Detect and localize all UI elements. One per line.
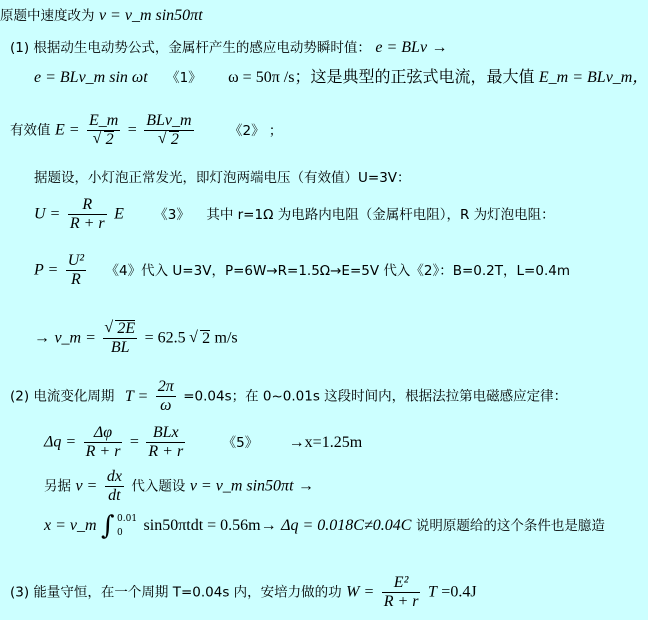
intro-line — [0, 6, 203, 26]
intro-formula: v = v_m sin50πt — [98, 7, 203, 24]
frac-denominator: √ 2 — [87, 130, 120, 149]
equation-tag-5: 《5》 — [222, 434, 259, 451]
frac-numerator: √ 2E — [103, 320, 137, 338]
frac-denominator: R + r — [69, 215, 105, 232]
frac-numerator: BLx — [152, 424, 179, 441]
frac-numerator: U² — [67, 252, 85, 269]
fraction-dphi — [84, 424, 123, 461]
emf-formula: e = BLv_m sin ωt — [34, 69, 148, 86]
x-result: →x=1.25m — [288, 433, 363, 451]
frac-denominator: BL — [103, 338, 137, 357]
equation-tag-2: 《2》 ； — [229, 122, 283, 139]
integral-lhs: x = v_m — [44, 517, 97, 534]
frac-numerator: Δφ — [93, 424, 113, 441]
T-text: =0.04s；在 0~0.01s 这段时间内，根据法拉第电磁感应定律： — [183, 388, 568, 405]
T-label: T = — [124, 387, 149, 405]
frac-denominator: ω — [156, 396, 176, 415]
fraction-BLvm-root2 — [144, 112, 193, 149]
integral-limits — [117, 512, 137, 540]
intro-prefix: 原题中速度改为 — [0, 8, 95, 24]
fraction-Em-root2 — [87, 112, 120, 149]
ling-formula: v = v_m sin50πt — [189, 477, 294, 495]
line6-text: 《4》代入 U=3V，P=6W→R=1.5Ω→E=5V 代入《2》：B=0.2T，L=0.4m — [105, 262, 570, 279]
line5-text: 其中 r=1Ω 为电路内电阻（金属杆电阻），R 为灯泡电阻： — [206, 206, 555, 223]
section2-heading — [10, 378, 567, 415]
section1-heading — [10, 38, 448, 58]
arrow-symbol: → — [34, 329, 50, 347]
frac-denominator: dt — [105, 486, 124, 505]
section1-line5 — [34, 196, 555, 233]
max-value-formula: E_m = BLv_m， — [538, 69, 648, 86]
effective-value-label: 有效值 — [10, 122, 51, 139]
P-label: P = — [34, 261, 59, 279]
frac-numerator: dx — [106, 468, 122, 485]
section2-integral-line — [44, 512, 605, 540]
section1-head-text: (1) 根据动生电动势公式，金属杆产生的感应电动势瞬时值： — [10, 40, 371, 56]
integral-body: sin50πtdt = 0.56m→ — [143, 517, 277, 534]
fraction-E2-Rr — [382, 574, 421, 611]
fraction-root2E-BL — [103, 320, 137, 357]
equation-tag-3: 《3》 — [154, 206, 190, 223]
effective-E: E = — [54, 121, 80, 139]
W-result: =0.4J — [441, 583, 477, 601]
section2-ling-line — [44, 468, 314, 505]
frac-numerator: E_m — [88, 112, 119, 129]
vm-label: v_m = — [54, 329, 96, 347]
fraction-dx-dt — [105, 468, 124, 505]
frac-numerator: E² — [393, 574, 409, 591]
section2-dq-line: Δq = $\frac{\Delta\varphi}{R + r}$ = $\frac{\text{BLx}}{R + r}$ 《5》 →x=1.25m — [44, 424, 363, 460]
equation-tag-1: 《1》 — [166, 70, 202, 86]
section2-head: (2) 电流变化周期 — [10, 388, 115, 405]
frac-numerator: BLv_m — [146, 112, 192, 129]
section1-line6 — [34, 252, 570, 289]
omega-text: ω = 50π /s；这是典型的正弦式电流，最大值 — [228, 69, 535, 86]
section1-line4 — [34, 168, 411, 188]
frac-denominator: R + r — [85, 443, 121, 460]
vm-unit: m/s — [214, 329, 238, 347]
frac-denominator: R + r — [148, 443, 184, 460]
line4-text: 据题设，小灯泡正常发光，即灯泡两端电压（有效值）U=3V： — [34, 170, 411, 186]
dq-compare: Δq = 0.018C≠0.04C — [281, 517, 412, 534]
frac-denominator: R + r — [383, 593, 419, 610]
section1-line7 — [34, 320, 238, 357]
ling-text: 代入题设 — [131, 478, 186, 495]
W-label: W = — [346, 583, 375, 601]
frac-denominator: √ 2 — [144, 130, 193, 149]
section1-head-formula: e = BLv — [375, 39, 428, 56]
frac-numerator: 2π — [157, 378, 174, 395]
fraction-R-Rr — [68, 196, 107, 233]
arrow-symbol: → — [297, 477, 314, 495]
fraction-2pi-omega — [156, 378, 176, 415]
integral-lower: 0 — [117, 528, 123, 538]
integral-text: 说明原题给的这个条件也是臆造 — [415, 518, 605, 534]
ling-prefix: 另据 — [44, 478, 71, 495]
integral-sign-icon: ∫ — [101, 511, 115, 541]
T-symbol: T — [427, 583, 437, 601]
U-label: U = — [34, 205, 61, 223]
frac-denominator: R — [66, 270, 86, 289]
E-symbol: E — [114, 205, 124, 223]
section1-line3: 有效值 E = E_m √ 2 = BLv_m √ 2 《2》 ； — [10, 112, 282, 149]
arrow-symbol: → — [431, 39, 448, 56]
ling-v: v = — [75, 477, 98, 495]
integral-upper: 0.01 — [117, 514, 138, 524]
fraction-BLx — [146, 424, 185, 461]
section3-line — [10, 574, 477, 611]
vm-result: = 62.5 — [144, 329, 186, 347]
section3-head: (3) 能量守恒，在一个周期 T=0.04s 内，安培力做的功 — [10, 584, 342, 601]
vm-result-sqrt: √ 2 — [200, 330, 210, 347]
fraction-U2-R — [66, 252, 86, 289]
section1-line2 — [34, 68, 648, 88]
frac-numerator: R — [82, 196, 93, 213]
dq-label: Δq = — [44, 433, 77, 451]
